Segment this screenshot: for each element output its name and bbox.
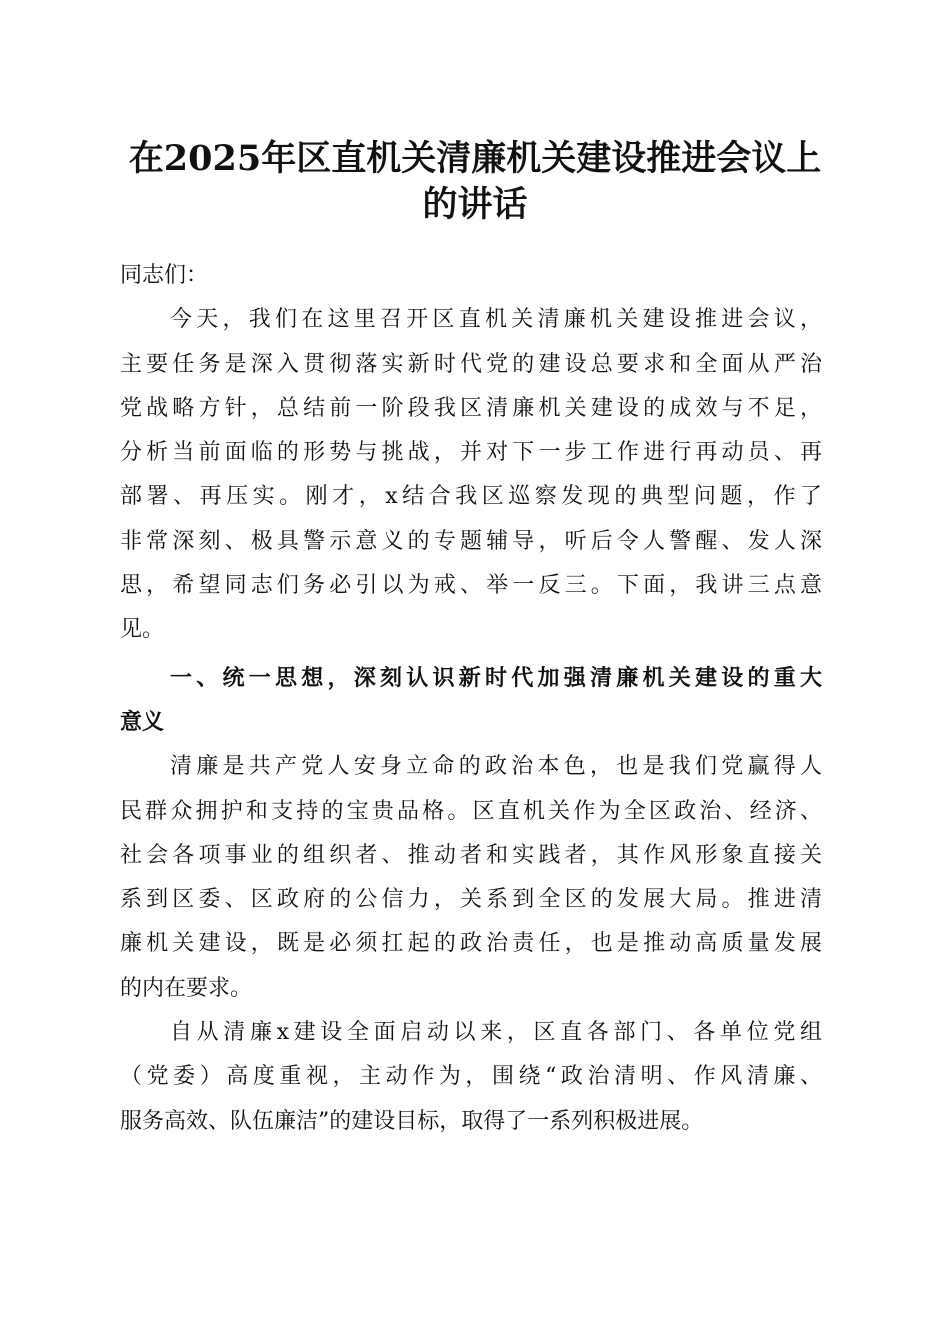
section-heading <box>120 657 822 746</box>
text-line: 社会各项事业的组织者、推动者和实践者，其作风形象直接关 <box>120 842 822 868</box>
paragraph <box>120 745 822 1011</box>
document-title <box>120 136 830 228</box>
text-line: 思，希望同志们务必引以为戒、举一反三。下面，我讲三点意 <box>120 573 822 599</box>
title-line-2: 的讲话 <box>422 184 528 225</box>
title-line-1: 在2025年区直机关清廉机关建设推进会议上 <box>128 138 822 179</box>
salutation: 同志们： <box>120 263 209 288</box>
paragraph <box>120 1011 822 1144</box>
text-line: 廉机关建设，既是必须扛起的政治责任，也是推动高质量发展 <box>120 931 822 957</box>
text-line: 自从清廉x建设全面启动以来，区直各部门、各单位党组 <box>170 1020 822 1046</box>
text-line: 今天，我们在这里召开区直机关清廉机关建设推进会议， <box>170 307 822 333</box>
text-line: 意义 <box>120 709 165 735</box>
text-line: 非常深刻、极具警示意义的专题辅导，听后令人警醒、发人深 <box>120 528 822 554</box>
text-line: 一、统一思想，深刻认识新时代加强清廉机关建设的重大 <box>170 665 822 691</box>
text-line: 主要任务是深入贯彻落实新时代党的建设总要求和全面从严治 <box>120 351 822 377</box>
text-line: 服务高效、队伍廉洁”的建设目标，取得了一系列积极进展。 <box>120 1108 704 1134</box>
document-body <box>120 254 822 1144</box>
text-line: 民群众拥护和支持的宝贵品格。区直机关作为全区政治、经济、 <box>120 798 822 824</box>
text-line: 分析当前面临的形势与挑战，并对下一步工作进行再动员、再 <box>120 440 822 466</box>
text-line: 清廉是共产党人安身立命的政治本色，也是我们党赢得人 <box>170 754 822 780</box>
text-line: 党战略方针，总结前一阶段我区清廉机关建设的成效与不足， <box>120 395 822 421</box>
paragraph <box>120 298 822 652</box>
text-line: （党委）高度重视，主动作为，围绕“政治清明、作风清廉、 <box>120 1064 822 1090</box>
text-line: 的内在要求。 <box>120 975 253 1001</box>
text-line: 见。 <box>120 617 165 643</box>
text-line: 部署、再压实。刚才，x结合我区巡察发现的典型问题，作了 <box>120 484 822 510</box>
text-line: 系到区委、区政府的公信力，关系到全区的发展大局。推进清 <box>120 887 822 913</box>
